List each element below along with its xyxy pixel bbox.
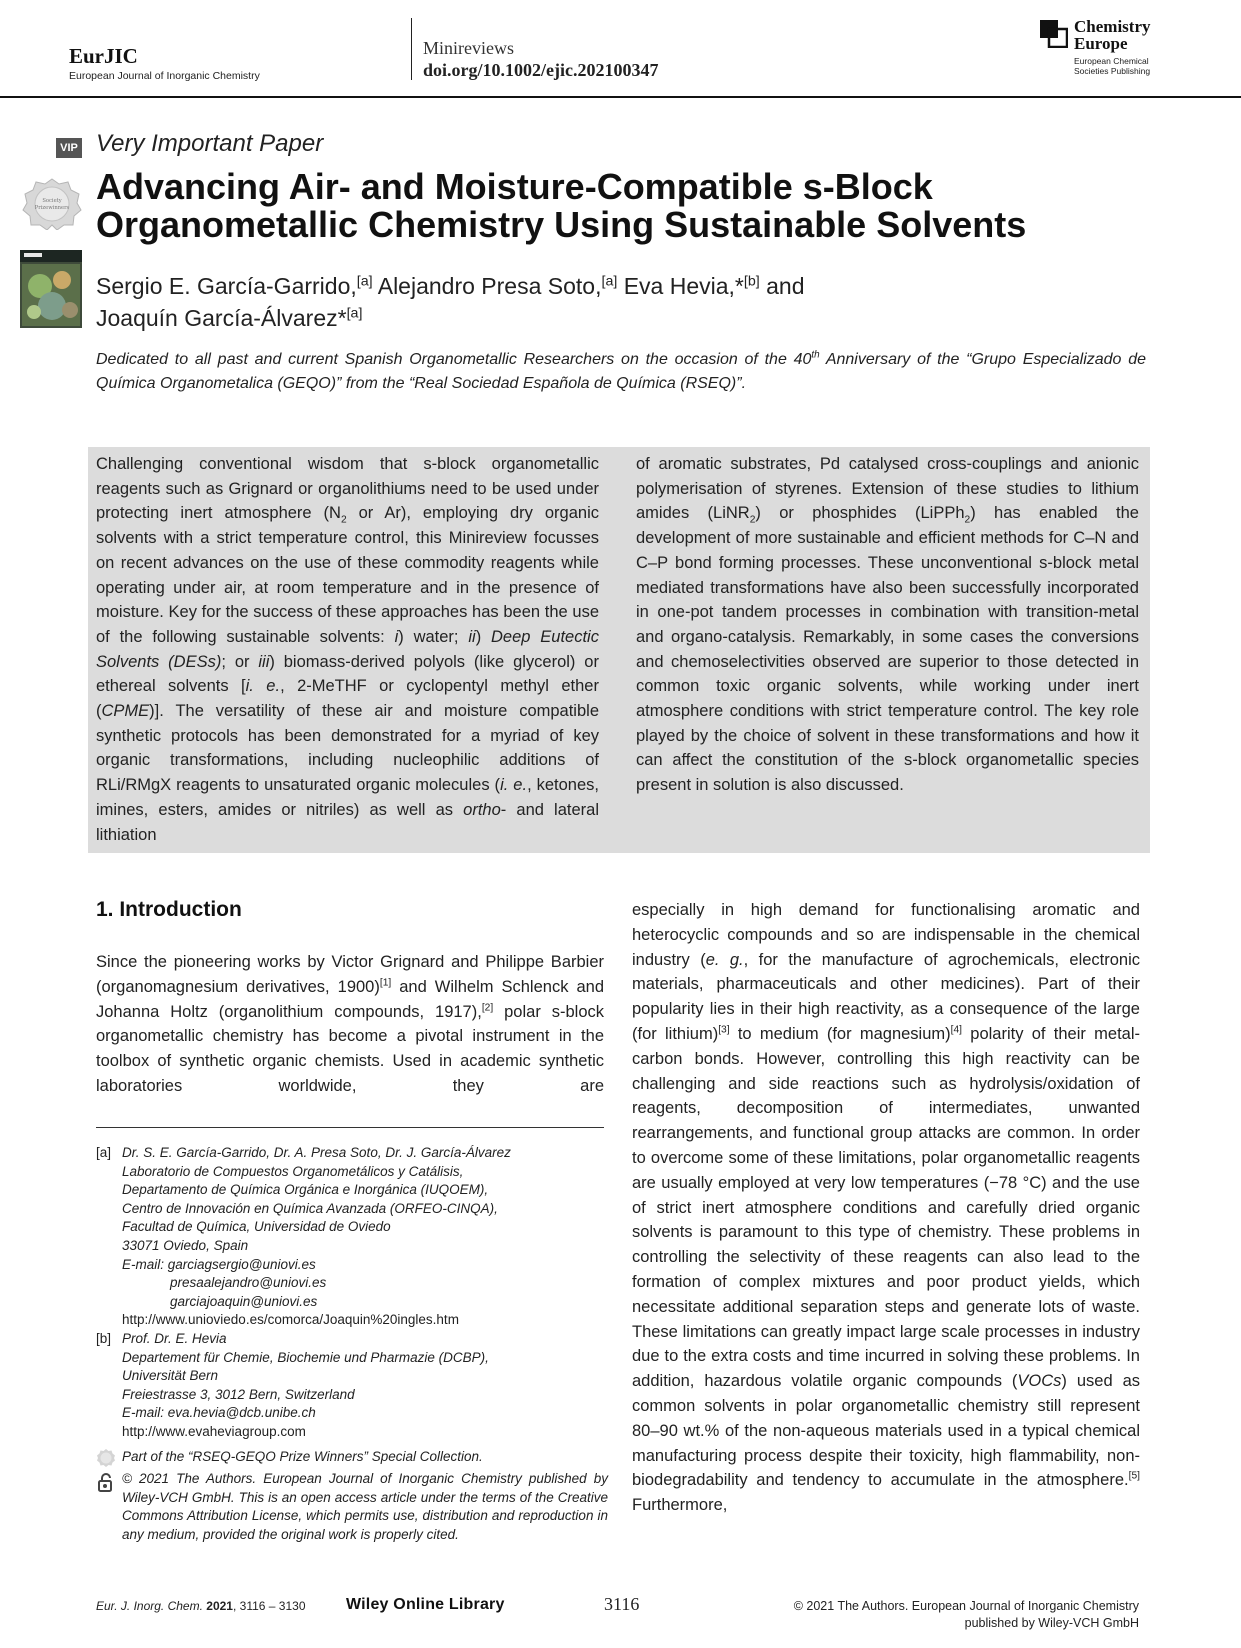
chemistry-europe-logo-icon: [1040, 20, 1068, 48]
citation-link[interactable]: [2]: [481, 1002, 494, 1014]
wiley-online-library-link[interactable]: Wiley Online Library: [346, 1596, 505, 1613]
author-name[interactable]: Alejandro Presa Soto,: [372, 273, 602, 299]
citation-link[interactable]: [1]: [379, 977, 392, 989]
url-link[interactable]: http://www.evaheviagroup.com: [122, 1423, 306, 1439]
society-prizewinners-badge-icon: [22, 178, 82, 230]
email-link[interactable]: presaalejandro@uniovi.es: [170, 1275, 327, 1291]
author-name[interactable]: Sergio E. García-Garrido,: [96, 273, 357, 299]
section-label: Minireviews: [423, 38, 514, 58]
affiliations-footnotes: [96, 1144, 608, 1544]
header-divider: [411, 18, 412, 80]
citation-link[interactable]: [5]: [1128, 1470, 1140, 1482]
affiliation-a: [a] Dr. S. E. García-Garrido, Dr. A. Presa Soto, Dr. J. García-Álvarez Laboratorio de Compuestos Organometálicos y Catálisis, Departamento de Química Orgánica e Inorgánica (IUQOEM), Centro de Innovación en Química Avanzada (ORFEO-CINQA), Facultad de Química, Universidad de Oviedo 33071 Oviedo, Spain E-mail: garciagsergio@uniovi.es presaalejandro@uniovi.es garciajoaquin@uniovi.es http://www.unioviedo.es/comorca/Joaquin%20ingles.htm: [96, 1144, 608, 1330]
journal-cover-thumbnail[interactable]: [20, 250, 82, 328]
author-name[interactable]: Eva Hevia,*: [617, 273, 744, 299]
publisher-logo[interactable]: [1040, 18, 1180, 82]
affiliation-b: [b] Prof. Dr. E. Hevia Departement für Chemie, Biochemie und Pharmazie (DCBP), Universität Bern Freiestrasse 3, 3012 Bern, Switzerland E-mail: eva.hevia@dcb.unibe.ch http://www.evaheviagroup.com: [96, 1330, 608, 1442]
society-badge-line1: Society: [42, 198, 62, 204]
open-access-icon: [96, 1472, 116, 1492]
footer-copyright: © 2021 The Authors. European Journal of Inorganic Chemistry published by Wiley-VCH GmbH: [793, 1599, 1139, 1630]
special-collection-note: Part of the “RSEQ-GEQO Prize Winners” Special Collection.: [96, 1448, 608, 1467]
collection-badge-icon: [96, 1448, 116, 1468]
page-number: 3116: [604, 1594, 640, 1614]
author-list: Sergio E. García-Garrido,[a] Alejandro Presa Soto,[a] Eva Hevia,*[b] and Joaquín García-Álvarez*[a]: [96, 273, 805, 331]
email-link[interactable]: garciajoaquin@uniovi.es: [170, 1293, 318, 1309]
abstract-right-column: of aromatic substrates, Pd catalysed cross-couplings and anionic polymerisation of styrenes. Extension of these studies to lithium amides (LiNR$_2$) or phosphides (LiPPh$_2$) has enabled the development of more sustainable and efficient methods for C–N and C–P bond forming processes. These unconventional s-block metal mediated transformations have also been successfully incorporated in one-pot tandem processes in combination with transition-metal and organo-catalysis. Remarkably, in some cases the conversions and chemoselectivities observed are superior to those detected in common toxic organic solvents, while working under inert atmosphere conditions with strict temperature control. The key role played by the choice of solvent in these transformations and how it can affect the constitution of the s-block organometallic species present in solution is also discussed.: [636, 455, 1139, 795]
publisher-subtitle: European Chemical Societies Publishing: [1074, 56, 1151, 76]
article-title: Advancing Air- and Moisture-Compatible s-Block Organometallic Chemistry Using Sustainable Solvents: [96, 166, 1027, 245]
intro-right-column: especially in high demand for functionalising aromatic and heterocyclic compounds and so are indispensable in the chemical industry (e. g., for the manufacture of agrochemicals, electronic materials, pharmaceuticals and other medicines). Part of their popularity lies in their high reactivity, as a consequence of the large (for lithium)[3] to medium (for magnesium)[4] polarity of their metal-carbon bonds. However, controlling this high reactivity can be challenging and side reactions such as hydrolysis/oxidation of reagents, decomposition of intermediates, unwanted rearrangements, and functional group attacks are common. In order to overcome some of these limitations, polar organometallic reagents are usually employed at very low temperatures (−78 °C) and the use of strict inert atmosphere conditions and carefully dried organic solvents is paramount to this type of chemistry. These problems in controlling the selectivity of these reagents can also lead to the formation of complex mixtures and poor product yields, which necessitate additional separation steps and generate lots of waste. These limitations can greatly impact large scale processes in industry due to the extra costs and time incurred in solving these problems. In addition, hazardous volatile organic compounds (VOCs) used as common solvents in polar organometallic chemistry still represent 80–90 wt.% of the non-aqueous materials used in a typical chemical manufacturing process despite their toxicity, high flammability, non-biodegradability and tendency to accumulate in the atmosphere.[5] Furthermore,: [632, 901, 1141, 1515]
footer-citation: Eur. J. Inorg. Chem. 2021, 3116 – 3130: [96, 1599, 306, 1613]
citation-link[interactable]: [4]: [950, 1024, 963, 1036]
email-link[interactable]: E-mail: garciagsergio@uniovi.es: [122, 1256, 316, 1272]
author-name[interactable]: Joaquín García-Álvarez*: [96, 305, 347, 331]
publisher-name: Chemistry Europe: [1074, 17, 1151, 53]
email-link[interactable]: E-mail: eva.hevia@dcb.unibe.ch: [122, 1405, 316, 1421]
vip-label: Very Important Paper: [96, 130, 324, 157]
header-rule: [0, 96, 1241, 98]
dedication: Dedicated to all past and current Spanish Organometallic Researchers on the occasion of the 40th Anniversary of the “Grupo Especializado de Química Organometalica (GEQO)” from the “Real Sociedad Española de Química (RSEQ)”.: [96, 349, 1146, 392]
license-note: © 2021 The Authors. European Journal of Inorganic Chemistry published by Wiley-VCH GmbH. This is an open access article under the terms of the Creative Commons Attribution License, which permits use, distribution and reproduction in any medium, provided the original work is properly cited.: [96, 1470, 608, 1544]
intro-left-column: Since the pioneering works by Victor Grignard and Philippe Barbier (organomagnesium derivatives, 1900)[1] and Wilhelm Schlenck and Johanna Holtz (organolithium compounds, 1917),[2] polar s-block organometallic chemistry has become a pivotal instrument in the toolbox of synthetic organic chemists. Used in academic synthetic laboratories worldwide, they are: [96, 953, 605, 1095]
journal-abbreviation: EurJIC: [69, 44, 138, 68]
doi-link[interactable]: doi.org/10.1002/ejic.202100347: [423, 60, 659, 80]
footnote-rule: [96, 1127, 604, 1128]
abstract-left-column: Challenging conventional wisdom that s-block organometallic reagents such as Grignard or organolithiums need to be used under protecting inert atmosphere ($N_2$ or Ar), employing dry organic solvents with a strict temperature control, this Minireview focusses on recent advances on the use of these commodity reagents while operating under air, at room temperature and in the presence of moisture. Key for the success of these approaches has been the use of the following sustainable solvents: i) water; ii) Deep Eutectic Solvents (DESs); or iii) biomass-derived polyols (like glycerol) or ethereal solvents [i. e., 2-MeTHF or cyclopentyl methyl ether (CPME)]. The versatility of these air and moisture compatible synthetic protocols has been demonstrated for a myriad of key organic transformations, including nucleophilic additions of RLi/RMgX reagents to unsaturated organic molecules (i. e., ketones, imines, esters, amides or nitriles) as well as ortho- and lateral lithiation: [96, 455, 599, 844]
section-heading: 1. Introduction: [96, 898, 242, 921]
citation-link[interactable]: [3]: [718, 1024, 730, 1036]
url-link[interactable]: http://www.unioviedo.es/comorca/Joaquin%20ingles.htm: [122, 1312, 459, 1328]
journal-name: European Journal of Inorganic Chemistry: [69, 70, 260, 82]
vip-badge: VIP: [56, 138, 82, 158]
society-badge-line2: Prizewinners: [34, 205, 70, 211]
